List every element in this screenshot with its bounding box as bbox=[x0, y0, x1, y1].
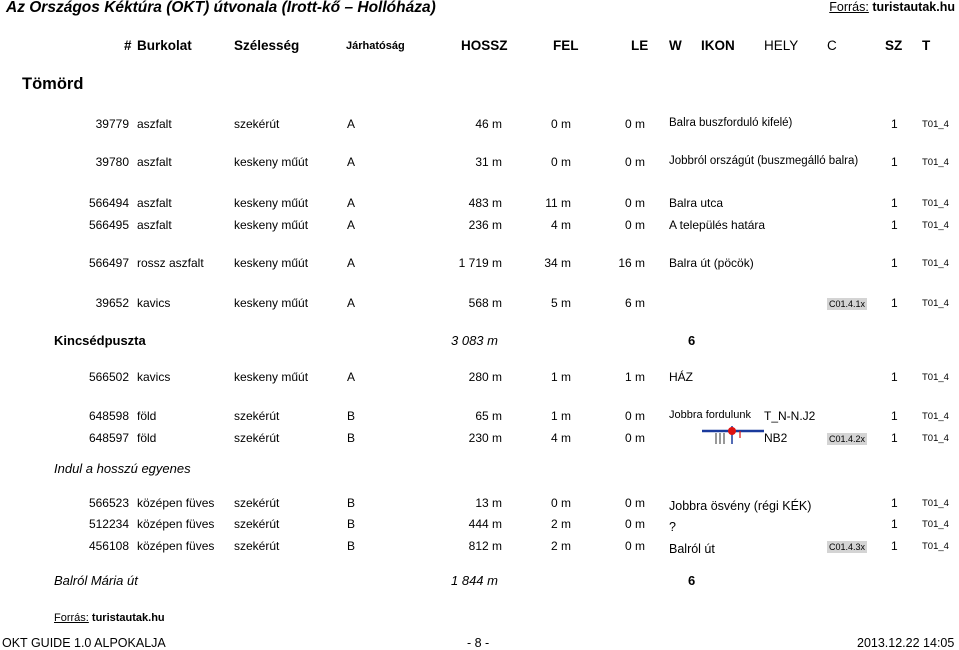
row-down: 0 m bbox=[624, 517, 645, 531]
row-t: T01_4 bbox=[922, 119, 949, 130]
row-c-code: C01.4.2x bbox=[829, 434, 866, 444]
row-length: 568 m bbox=[468, 296, 502, 310]
row-sz: 1 bbox=[891, 409, 898, 423]
col-c: C bbox=[827, 38, 837, 53]
footer-guide: OKT GUIDE 1.0 ALPOKALJA bbox=[2, 636, 166, 650]
source-value: turistautak.hu bbox=[872, 0, 955, 14]
row-passable: A bbox=[347, 196, 356, 210]
row-up: 1 m bbox=[550, 409, 571, 423]
row-width: szekérút bbox=[234, 409, 280, 423]
row-length: 444 m bbox=[468, 517, 502, 531]
row-up: 1 m bbox=[550, 370, 571, 384]
row-down: 0 m bbox=[624, 155, 645, 169]
row-surface: kavics bbox=[137, 296, 171, 310]
row-width: szekérút bbox=[234, 517, 280, 531]
row-description: Jobbra ösvény (régi KÉK) bbox=[669, 499, 812, 513]
row-t: T01_4 bbox=[922, 372, 949, 383]
row-length: 812 m bbox=[468, 539, 502, 553]
source-credit bbox=[829, 0, 955, 14]
row-sz: 1 bbox=[891, 370, 898, 384]
row-up: 5 m bbox=[550, 296, 571, 310]
row-up: 2 m bbox=[550, 539, 571, 553]
row-surface: aszfalt bbox=[137, 218, 172, 232]
row-description: A település határa bbox=[669, 218, 766, 232]
row-t: T01_4 bbox=[922, 220, 949, 231]
row-up: 11 m bbox=[545, 196, 571, 210]
row-down: 0 m bbox=[624, 196, 645, 210]
row-down: 0 m bbox=[624, 539, 645, 553]
col-sz: SZ bbox=[885, 38, 903, 53]
section-count: 6 bbox=[688, 333, 696, 348]
row-passable: A bbox=[347, 370, 356, 384]
row-sz: 1 bbox=[891, 155, 898, 169]
row-t: T01_4 bbox=[922, 198, 949, 209]
footer-date: 2013.12.22 14:05 bbox=[857, 636, 955, 650]
section-count: 6 bbox=[688, 573, 696, 588]
col-t: T bbox=[922, 38, 931, 53]
source-label[interactable]: Forrás: bbox=[829, 0, 869, 14]
col-w: W bbox=[669, 38, 682, 53]
row-surface: kavics bbox=[137, 370, 171, 384]
row-surface: középen füves bbox=[137, 539, 215, 553]
row-passable: B bbox=[347, 409, 356, 423]
row-id: 648597 bbox=[88, 431, 129, 445]
row-passable: B bbox=[347, 539, 356, 553]
row-description: HÁZ bbox=[669, 370, 693, 384]
row-id: 566502 bbox=[88, 370, 129, 384]
row-description: ? bbox=[669, 520, 676, 534]
col-num: # bbox=[124, 38, 132, 53]
row-t: T01_4 bbox=[922, 433, 949, 444]
row-up: 4 m bbox=[550, 218, 571, 232]
row-t: T01_4 bbox=[922, 258, 949, 269]
section-start-title: Tömörd bbox=[22, 75, 84, 93]
row-length: 230 m bbox=[468, 431, 502, 445]
row-width: szekérút bbox=[234, 431, 280, 445]
row-sz: 1 bbox=[891, 296, 898, 310]
row-surface: középen füves bbox=[137, 496, 215, 510]
source-value: turistautak.hu bbox=[91, 612, 165, 624]
row-description: Jobbra fordulunk bbox=[669, 409, 751, 421]
row-length: 280 m bbox=[468, 370, 502, 384]
row-length: 1 719 m bbox=[458, 256, 502, 270]
col-length: HOSSZ bbox=[461, 38, 508, 53]
document-title: Az Országos Kéktúra (OKT) útvonala (Írott-kő – Hollóháza) bbox=[6, 0, 436, 16]
row-surface: föld bbox=[137, 431, 157, 445]
row-down: 0 m bbox=[624, 496, 645, 510]
row-c-code: C01.4.1x bbox=[829, 299, 866, 309]
row-surface: rossz aszfalt bbox=[137, 256, 204, 270]
row-id: 566494 bbox=[88, 196, 129, 210]
row-down: 0 m bbox=[624, 218, 645, 232]
row-width: keskeny műút bbox=[234, 256, 309, 270]
col-down: LE bbox=[631, 38, 649, 53]
row-t: T01_4 bbox=[922, 498, 949, 509]
source-label[interactable]: Forrás: bbox=[54, 612, 89, 624]
row-sz: 1 bbox=[891, 196, 898, 210]
row-surface: föld bbox=[137, 409, 157, 423]
col-passable: Járhatóság bbox=[346, 40, 405, 52]
row-sz: 1 bbox=[891, 517, 898, 531]
section-name: Kincsédpuszta bbox=[54, 333, 146, 348]
row-place-code: T_N-N.J2 bbox=[764, 409, 816, 423]
row-id: 39779 bbox=[95, 117, 129, 131]
row-passable: B bbox=[347, 496, 356, 510]
col-up: FEL bbox=[553, 38, 579, 53]
row-sz: 1 bbox=[891, 431, 898, 445]
section-name: Indul a hosszú egyenes bbox=[54, 461, 191, 476]
row-passable: A bbox=[347, 296, 356, 310]
row-passable: A bbox=[347, 117, 356, 131]
row-down: 16 m bbox=[618, 256, 645, 270]
row-width: szekérút bbox=[234, 539, 280, 553]
row-length: 13 m bbox=[475, 496, 502, 510]
section-length: 1 844 m bbox=[451, 573, 498, 588]
row-passable: A bbox=[347, 256, 356, 270]
row-id: 566523 bbox=[88, 496, 129, 510]
row-sz: 1 bbox=[891, 256, 898, 270]
row-t: T01_4 bbox=[922, 541, 949, 552]
row-surface: középen füves bbox=[137, 517, 215, 531]
row-t: T01_4 bbox=[922, 519, 949, 530]
row-up: 2 m bbox=[550, 517, 571, 531]
row-t: T01_4 bbox=[922, 411, 949, 422]
row-passable: A bbox=[347, 155, 356, 169]
row-passable: B bbox=[347, 517, 356, 531]
col-surface: Burkolat bbox=[137, 38, 192, 53]
row-down: 0 m bbox=[624, 431, 645, 445]
row-description: Balra utca bbox=[669, 196, 724, 210]
row-down: 0 m bbox=[624, 409, 645, 423]
row-surface: aszfalt bbox=[137, 196, 172, 210]
row-width: szekérút bbox=[234, 117, 280, 131]
col-icon: IKON bbox=[701, 38, 735, 53]
row-sz: 1 bbox=[891, 496, 898, 510]
source-credit-bottom bbox=[54, 612, 165, 624]
row-up: 4 m bbox=[550, 431, 571, 445]
trail-sign-icon bbox=[702, 424, 764, 444]
row-width: szekérút bbox=[234, 496, 280, 510]
row-width: keskeny műút bbox=[234, 155, 309, 169]
row-description: Balra buszforduló kifelé) bbox=[669, 117, 793, 129]
row-down: 1 m bbox=[624, 370, 645, 384]
row-down: 0 m bbox=[624, 117, 645, 131]
row-length: 46 m bbox=[475, 117, 502, 131]
row-width: keskeny műút bbox=[234, 196, 309, 210]
row-length: 236 m bbox=[468, 218, 502, 232]
row-description: Jobbról országút (buszmegálló balra) bbox=[669, 155, 859, 167]
row-id: 566497 bbox=[88, 256, 129, 270]
row-sz: 1 bbox=[891, 539, 898, 553]
row-up: 0 m bbox=[550, 117, 571, 131]
row-id: 512234 bbox=[88, 517, 129, 531]
row-up: 0 m bbox=[550, 155, 571, 169]
row-passable: A bbox=[347, 218, 356, 232]
row-passable: B bbox=[347, 431, 356, 445]
row-surface: aszfalt bbox=[137, 117, 172, 131]
row-surface: aszfalt bbox=[137, 155, 172, 169]
row-t: T01_4 bbox=[922, 298, 949, 309]
row-length: 65 m bbox=[475, 409, 502, 423]
row-length: 483 m bbox=[468, 196, 502, 210]
row-width: keskeny műút bbox=[234, 218, 309, 232]
row-length: 31 m bbox=[475, 155, 502, 169]
row-c-code: C01.4.3x bbox=[829, 542, 866, 552]
row-width: keskeny műút bbox=[234, 296, 309, 310]
row-id: 456108 bbox=[88, 539, 129, 553]
row-description: Balról út bbox=[669, 542, 715, 556]
row-id: 566495 bbox=[88, 218, 129, 232]
row-sz: 1 bbox=[891, 117, 898, 131]
row-down: 6 m bbox=[624, 296, 645, 310]
row-sz: 1 bbox=[891, 218, 898, 232]
col-width: Szélesség bbox=[234, 38, 300, 53]
col-place: HELY bbox=[764, 38, 799, 53]
section-length: 3 083 m bbox=[451, 333, 498, 348]
row-id: 39780 bbox=[95, 155, 129, 169]
row-id: 648598 bbox=[88, 409, 129, 423]
row-place-code: NB2 bbox=[764, 431, 788, 445]
row-t: T01_4 bbox=[922, 157, 949, 168]
row-up: 34 m bbox=[544, 256, 571, 270]
row-width: keskeny műút bbox=[234, 370, 309, 384]
footer-page-number: - 8 - bbox=[467, 636, 490, 650]
section-name: Balról Mária út bbox=[54, 573, 138, 588]
row-id: 39652 bbox=[95, 296, 129, 310]
row-up: 0 m bbox=[550, 496, 571, 510]
row-description: Balra út (pöcök) bbox=[669, 256, 754, 270]
